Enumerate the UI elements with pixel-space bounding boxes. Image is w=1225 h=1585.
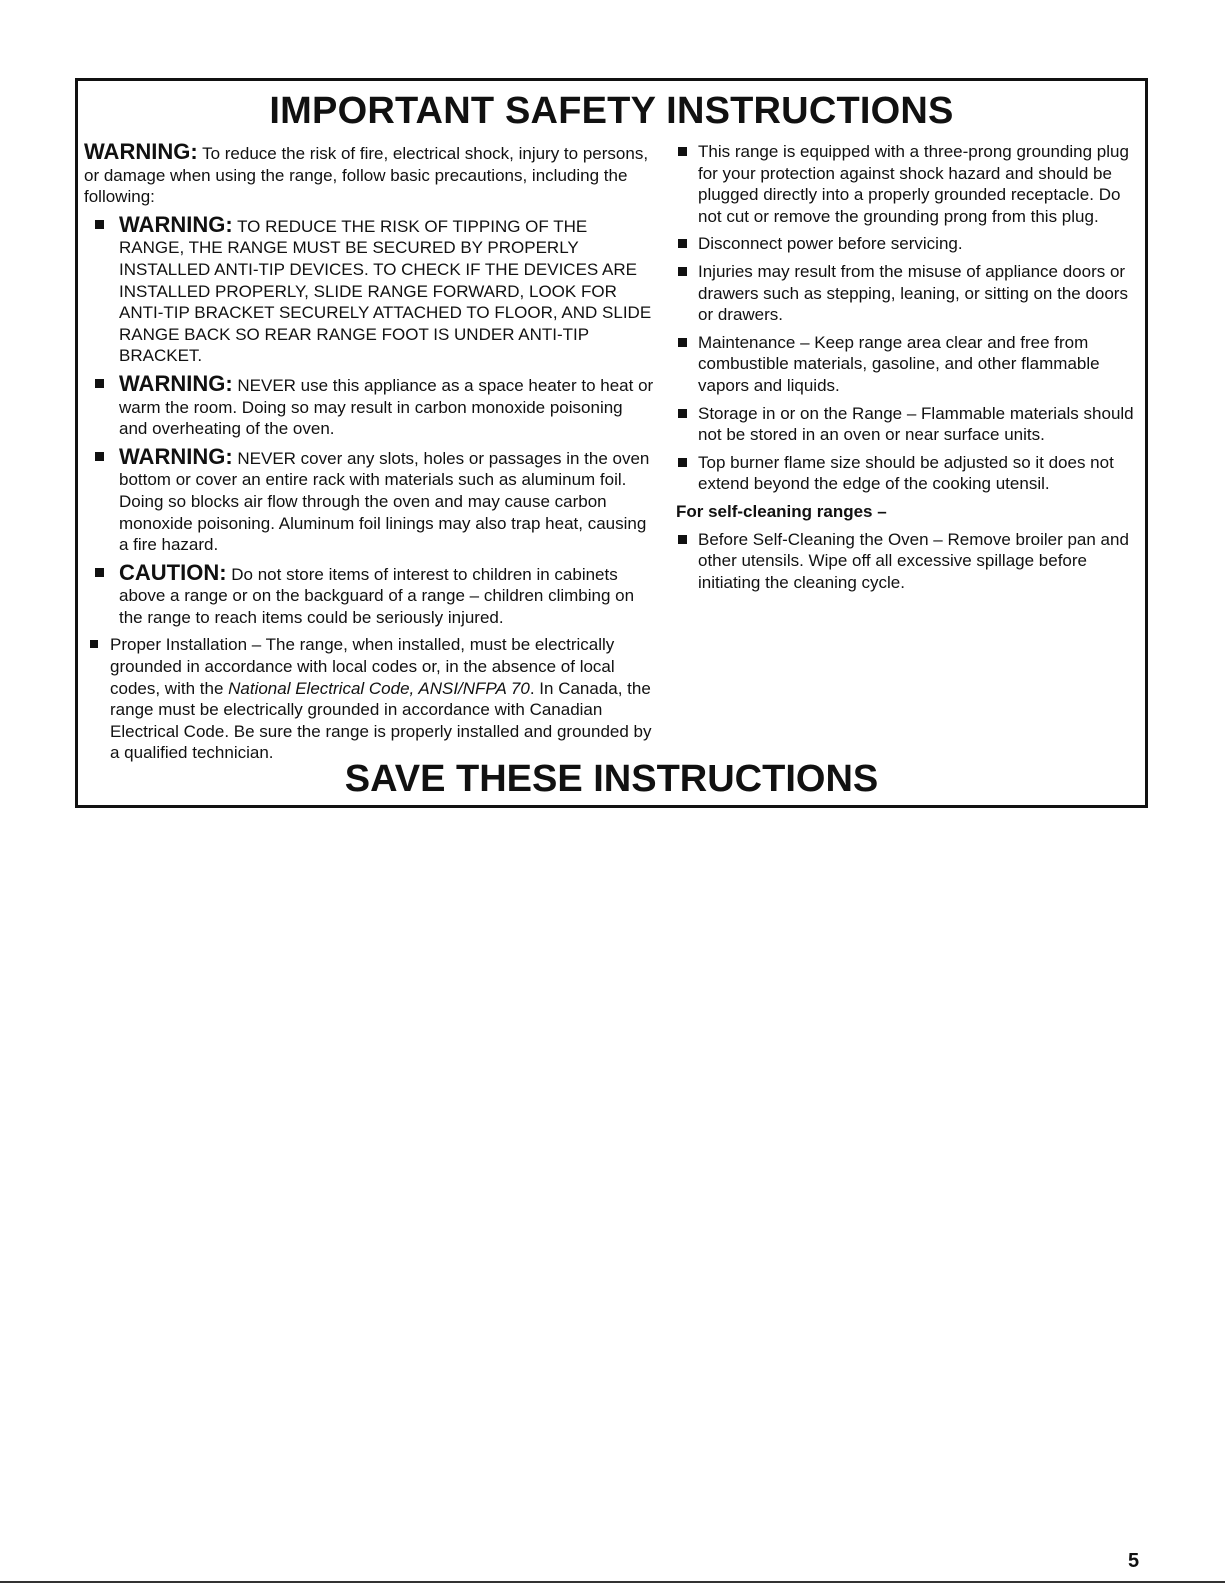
list-item: [676, 529, 1139, 594]
square-bullet-icon: [678, 409, 687, 418]
list-item: [676, 233, 1139, 255]
safety-instructions-box: [75, 78, 1148, 808]
bottom-divider: [0, 1581, 1225, 1583]
item-text: Maintenance – Keep range area clear and free from combustible materials, gasoline, and other flammable vapors and liquids.: [698, 332, 1100, 395]
square-bullet-icon: [95, 568, 104, 577]
right-bullet-list: [676, 141, 1139, 495]
square-bullet-icon: [678, 239, 687, 248]
self-cleaning-heading: For self-cleaning ranges –: [676, 501, 887, 521]
page-title: IMPORTANT SAFETY INSTRUCTIONS: [269, 90, 954, 132]
item-text: Before Self-Cleaning the Oven – Remove broiler pan and other utensils. Wipe off all excessive spillage before initiating the cleaning cycle.: [698, 529, 1129, 592]
list-item: [84, 559, 654, 629]
square-bullet-icon: [90, 640, 98, 648]
square-bullet-icon: [678, 458, 687, 467]
item-text: Top burner flame size should be adjusted so it does not extend beyond the edge of the cooking utensil.: [698, 452, 1114, 494]
item-text: Injuries may result from the misuse of appliance doors or drawers such as stepping, leaning, or sitting on the doors or drawers.: [698, 261, 1128, 325]
item-text: Do not store items of interest to children in cabinets above a range or on the backguard of a range – children climbing on the range to reach items could be seriously injured.: [119, 564, 635, 627]
list-item: [676, 452, 1139, 495]
item-text: Disconnect power before servicing.: [698, 234, 963, 254]
list-item: [676, 403, 1139, 446]
list-item-installation: [84, 634, 654, 764]
square-bullet-icon: [95, 220, 104, 229]
square-bullet-icon: [678, 338, 687, 347]
intro-paragraph: [84, 141, 654, 208]
item-text: This range is equipped with a three-prong grounding plug for your protection against shock hazard and should be plugged directly into a properly grounded receptacle. Do not cut or remove the grounding prong from this plug.: [698, 142, 1129, 226]
item-text: NEVER cover any slots, holes or passages in the oven bottom or cover an entire rack with materials such as aluminum foil. Doing so blocks air flow through the oven and may cause carbon monoxide poisoning. Aluminum foil linings may also trap heat, causing a fire hazard.: [119, 448, 650, 555]
list-item: [676, 261, 1139, 326]
installation-code-name: National Electrical Code, ANSI/NFPA 70: [228, 678, 530, 698]
list-item: [84, 443, 654, 556]
item-text: Storage in or on the Range – Flammable materials should not be stored in an oven or near surface units.: [698, 403, 1134, 445]
list-item: [676, 332, 1139, 397]
right-column: [676, 141, 1139, 599]
left-column: [84, 141, 654, 770]
intro-warning-label: WARNING:: [84, 139, 198, 164]
installation-text-start: Proper Installation – The range, when installed, must be electrically grounded in accordance with local codes or, in the absence of local codes, with the: [110, 635, 615, 698]
square-bullet-icon: [678, 147, 687, 156]
installation-text-end: . In Canada, the range must be electrically grounded in accordance with Canadian Electrical Code. Be sure the range is properly installed and grounded by a qualified technician.: [110, 678, 652, 763]
item-text: NEVER use this appliance as a space heater to heat or warm the room. Doing so may result in carbon monoxide poisoning and overheating of the oven.: [119, 375, 654, 439]
square-bullet-icon: [95, 379, 104, 388]
intro-text: To reduce the risk of fire, electrical shock, injury to persons, or damage when using the range, follow basic precautions, including the following:: [84, 144, 649, 207]
warning-label: WARNING:: [119, 443, 233, 469]
caution-label: CAUTION:: [119, 559, 227, 585]
item-text: TO REDUCE THE RISK OF TIPPING OF THE RANGE, THE RANGE MUST BE SECURED BY PROPERLY INSTALLED ANTI-TIP DEVICES. TO CHECK IF THE DEVICES ARE INSTALLED PROPERLY, SLIDE RANGE FORWARD, LOOK FOR ANTI-TIP BRACKET SECURELY ATTACHED TO FLOOR, AND SLIDE RANGE BACK SO REAR RANGE FOOT IS UNDER ANTI-TIP BRACKET.: [119, 216, 652, 366]
square-bullet-icon: [95, 452, 104, 461]
warning-label: WARNING:: [119, 211, 233, 237]
self-cleaning-list: [676, 529, 1139, 594]
list-item: [84, 370, 654, 440]
page-number: 5: [1128, 1550, 1140, 1572]
list-item: [676, 141, 1139, 227]
square-bullet-icon: [678, 535, 687, 544]
list-item: [84, 211, 654, 367]
save-instructions-heading: SAVE THESE INSTRUCTIONS: [344, 758, 879, 800]
left-bullet-list: [84, 211, 654, 764]
warning-label: WARNING:: [119, 370, 233, 396]
square-bullet-icon: [678, 267, 687, 276]
